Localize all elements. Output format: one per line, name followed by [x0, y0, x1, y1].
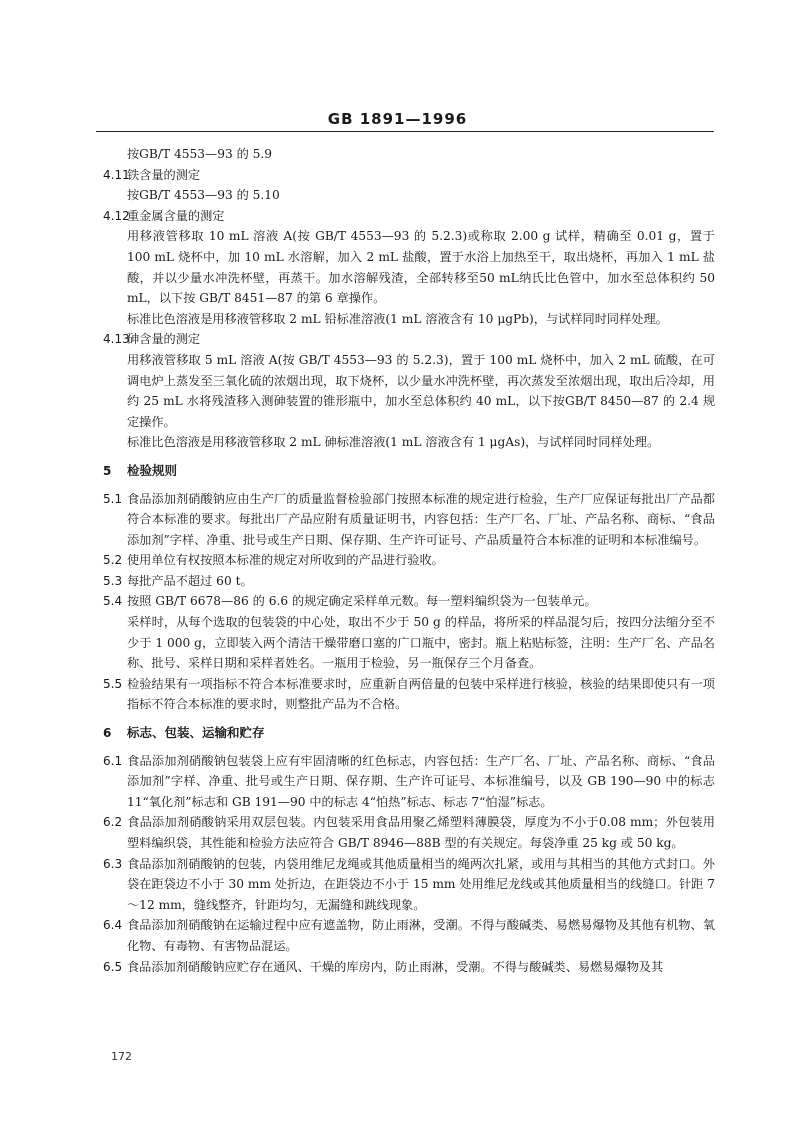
paragraph-text: 食品添加剂硝酸钠采用双层包装。内包装采用食品用聚乙烯塑料薄膜袋，厚度为不小于0.08 mm；外包装用塑料编织袋，其性能和检验方法应符合 GB/T 8946—88B 型的有关规定。每袋净重 25 kg 或 50 kg。: [127, 815, 715, 850]
clause-number: 6.5: [103, 959, 123, 974]
body-paragraph: [103, 226, 715, 308]
paragraph-text: 用移液管移取 5 mL 溶液 A(按 GB/T 4553—93 的 5.2.3)，置于 100 mL 烧杯中，加入 2 mL 硫酸，在可调电炉上蒸发至三氧化硫的浓烟出现，取下烧杯，以少量水冲洗杯壁，再次蒸发至浓烟出现，取出后冷却，用约 25 mL 水将残渣移入测砷装置的锥形瓶中，加水至总体积约 40 mL，以下按GB/T 8450—87 的 2.4 规定操作。: [127, 352, 715, 429]
clause-paragraph: [103, 206, 715, 227]
body-paragraph: [103, 185, 715, 206]
clause-number: 6.4: [103, 918, 123, 933]
section-number: 5: [103, 463, 112, 478]
paragraph-text: 食品添加剂硝酸钠的包装，内袋用维尼龙绳或其他质量相当的绳两次扎紧，或用与其相当的其他方式封口。外袋在距袋边不小于 30 mm 处折边，在距袋边不小于 15 mm 处用维尼龙线或其他质量相当的线缝口。针距 7～12 mm，缝线整齐，针距均匀，无漏缝和跳线现象。: [127, 856, 715, 912]
body-paragraph: [103, 432, 715, 453]
section-heading: [103, 461, 715, 482]
clause-number: 5.1: [103, 491, 123, 506]
header-rule: [96, 131, 714, 132]
paragraph-text: 按照 GB/T 6678—86 的 6.6 的规定确定采样单元数。每一塑料编织袋为一包装单元。: [127, 594, 597, 609]
clause-number: 4.11: [103, 167, 130, 182]
clause-paragraph: [103, 571, 715, 592]
paragraph-text: 砷含量的测定: [127, 332, 201, 347]
paragraph-text: 使用单位有权按照本标准的规定对所收到的产品进行验收。: [127, 553, 444, 568]
clause-paragraph: [103, 674, 715, 715]
body-paragraph: [103, 144, 715, 165]
paragraph-text: 食品添加剂硝酸钠应贮存在通风、干燥的库房内，防止雨淋，受潮。不得与酸碱类、易燃易爆物及其: [127, 959, 664, 974]
clause-paragraph: [103, 489, 715, 551]
body-paragraph: [103, 350, 715, 432]
clause-number: 6.2: [103, 815, 123, 830]
page-number: 172: [111, 1050, 132, 1063]
clause-number: 4.13: [103, 332, 130, 347]
clause-number: 5.2: [103, 553, 123, 568]
paragraph-text: 用移液管移取 10 mL 溶液 A(按 GB/T 4553—93 的 5.2.3)或称取 2.00 g 试样，精确至 0.01 g，置于 100 mL 烧杯中，加 10 mL 水溶解，加入 2 mL 盐酸，置于水浴上加热至干，取出烧杯，再加入 1 mL 盐酸，并以少量水冲洗杯壁，再蒸干。加水溶解残渣，全部转移至50 mL纳氏比色管中，加水至总体积约 50 mL，以下按 GB/T 8451—87 的第 6 章操作。: [127, 229, 715, 306]
clause-number: 4.12: [103, 208, 130, 223]
clause-paragraph: [103, 165, 715, 186]
clause-paragraph: [103, 957, 715, 978]
paragraph-text: 标准比色溶液是用移液管移取 2 mL 铅标准溶液(1 mL 溶液含有 10 μgPb)，与试样同时同样处理。: [127, 311, 668, 326]
clause-paragraph: [103, 854, 715, 916]
paragraph-text: 重金属含量的测定: [127, 208, 225, 223]
clause-number: 5.3: [103, 573, 123, 588]
clause-number: 5.4: [103, 594, 123, 609]
paragraph-text: 采样时，从每个选取的包装袋的中心处，取出不少于 50 g 的样品，将所采的样品混匀后，按四分法缩分至不少于 1 000 g，立即装入两个清洁干燥带磨口塞的广口瓶中，密封。瓶上粘贴标签，注明：生产厂名、产品名称、批号、采样日期和采样者姓名。一瓶用于检验，另一瓶保存三个月备查。: [127, 615, 715, 671]
clause-paragraph: [103, 915, 715, 956]
body-paragraph: [103, 309, 715, 330]
paragraph-text: 食品添加剂硝酸钠在运输过程中应有遮盖物，防止雨淋，受潮。不得与酸碱类、易燃易爆物及其他有机物、氧化物、有毒物、有害物品混运。: [127, 918, 715, 953]
clause-paragraph: [103, 591, 715, 612]
clause-paragraph: [103, 751, 715, 813]
paragraph-text: 铁含量的测定: [127, 167, 201, 182]
paragraph-text: 检验结果有一项指标不符合本标准要求时，应重新自两倍量的包装中采样进行核验，核验的结果即使只有一项指标不符合本标准的要求时，则整批产品为不合格。: [127, 676, 715, 712]
clause-paragraph: [103, 329, 715, 350]
section-title: 标志、包装、运输和贮存: [127, 725, 265, 741]
section-title: 检验规则: [127, 462, 178, 478]
paragraph-text: 食品添加剂硝酸钠应由生产厂的质量监督检验部门按照本标准的规定进行检验，生产厂应保证每批出厂产品都符合本标准的要求。每批出厂产品应附有质量证明书，内容包括：生产厂名、厂址、产品名称、商标、“食品添加剂”字样、净重、批号或生产日期、保存期、生产许可证号、产品质量符合本标准的证明和本标准编号。: [127, 491, 715, 547]
standard-header: GB 1891—1996: [327, 110, 468, 128]
paragraph-text: 按GB/T 4553—93 的 5.9: [127, 147, 273, 161]
paragraph-text: 食品添加剂硝酸钠包装袋上应有牢固清晰的红色标志，内容包括：生产厂名、厂址、产品名称、商标、“食品添加剂”字样、净重、批号或生产日期、保存期、生产许可证号、本标准编号，以及 GB 190—90 中的标志 11“氧化剂”标志和 GB 191—90 中的标志 4“怕热”标志、标志 7“怕湿”标志。: [127, 753, 715, 809]
section-heading: [103, 723, 715, 744]
clause-paragraph: [103, 812, 715, 853]
clause-number: 6.1: [103, 753, 123, 768]
body-paragraph: [103, 612, 715, 674]
paragraph-text: 标准比色溶液是用移液管移取 2 mL 砷标准溶液(1 mL 溶液含有 1 μgAs)，与试样同时同样处理。: [127, 435, 660, 450]
clause-paragraph: [103, 550, 715, 571]
paragraph-text: 按GB/T 4553—93 的 5.10: [127, 188, 280, 203]
clause-number: 6.3: [103, 856, 123, 871]
section-number: 6: [103, 726, 112, 741]
paragraph-text: 每批产品不超过 60 t。: [127, 573, 253, 588]
document-body: [103, 144, 715, 977]
clause-number: 5.5: [103, 676, 123, 691]
